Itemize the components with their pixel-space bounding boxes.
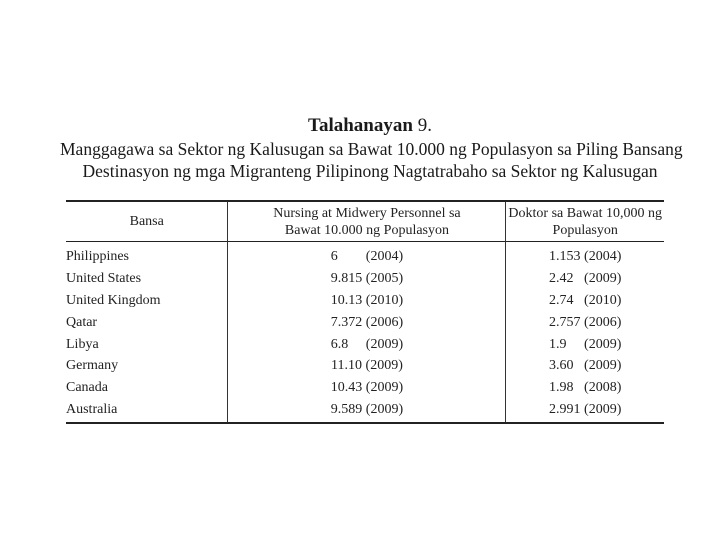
caption-description-line-2: Destinasyon ng mga Migranteng Pilipinong Nagtatrabaho sa Sektor ng Kalusugan bbox=[82, 161, 658, 181]
cell-country: Libya bbox=[66, 336, 99, 352]
cell-country: Germany bbox=[66, 358, 119, 374]
cell-nursing: 9.815 (2005) bbox=[228, 268, 506, 290]
header-doctor-line-2: Populasyon bbox=[552, 222, 618, 238]
table-caption-title bbox=[60, 114, 680, 138]
cell-doctor: 2.757 (2006) bbox=[506, 311, 664, 333]
header-country bbox=[66, 201, 228, 242]
cell-doctor: 2.42 (2009) bbox=[506, 268, 664, 290]
caption-title-number: 9. bbox=[412, 115, 432, 136]
cell-doctor: 2.74 (2010) bbox=[506, 290, 664, 312]
cell-nursing: 6.8 (2009) bbox=[228, 333, 506, 355]
cell-country: Qatar bbox=[66, 314, 98, 330]
header-country-label: Bansa bbox=[129, 214, 164, 229]
cell-doctor: 3.60 (2009) bbox=[506, 355, 664, 377]
table-row bbox=[66, 290, 664, 312]
cell-nursing: 6 (2004) bbox=[228, 242, 506, 268]
cell-country: Philippines bbox=[66, 249, 130, 265]
table-row bbox=[66, 268, 664, 290]
cell-country: United States bbox=[66, 271, 142, 287]
cell-country: Australia bbox=[66, 401, 118, 417]
table-header-row bbox=[66, 201, 664, 242]
table-header bbox=[66, 201, 664, 242]
table-row bbox=[66, 377, 664, 399]
cell-country: United Kingdom bbox=[66, 292, 161, 308]
header-nursing bbox=[228, 201, 506, 242]
table-row bbox=[66, 399, 664, 424]
cell-nursing: 7.372 (2006) bbox=[228, 311, 506, 333]
cell-doctor: 1.9 (2009) bbox=[506, 333, 664, 355]
table-row bbox=[66, 311, 664, 333]
caption-description-line-1: Manggagawa sa Sektor ng Kalusugan sa Bawat 10.000 ng Populasyon sa Piling Bansang bbox=[60, 139, 683, 159]
cell-doctor: 1.153 (2004) bbox=[506, 242, 664, 268]
header-doctor-line-1: Doktor sa Bawat 10,000 ng bbox=[508, 205, 662, 221]
cell-doctor: 2.991 (2009) bbox=[506, 399, 664, 424]
cell-nursing: 11.10 (2009) bbox=[228, 355, 506, 377]
cell-country: Canada bbox=[66, 380, 108, 396]
cell-nursing: 10.43 (2009) bbox=[228, 377, 506, 399]
header-nursing-line-2: Bawat 10.000 ng Populasyon bbox=[284, 222, 449, 238]
cell-doctor: 1.98 (2008) bbox=[506, 377, 664, 399]
table-row bbox=[66, 242, 664, 268]
cell-nursing: 9.589 (2009) bbox=[228, 399, 506, 424]
header-doctor bbox=[506, 201, 664, 242]
caption-title-label: Talahanayan bbox=[308, 115, 413, 136]
header-nursing-line-1: Nursing at Midwery Personnel sa bbox=[273, 205, 461, 221]
table-row bbox=[66, 355, 664, 377]
table-body bbox=[66, 242, 664, 424]
health-workers-table bbox=[66, 200, 664, 424]
cell-nursing: 10.13 (2010) bbox=[228, 290, 506, 312]
table-row bbox=[66, 333, 664, 355]
